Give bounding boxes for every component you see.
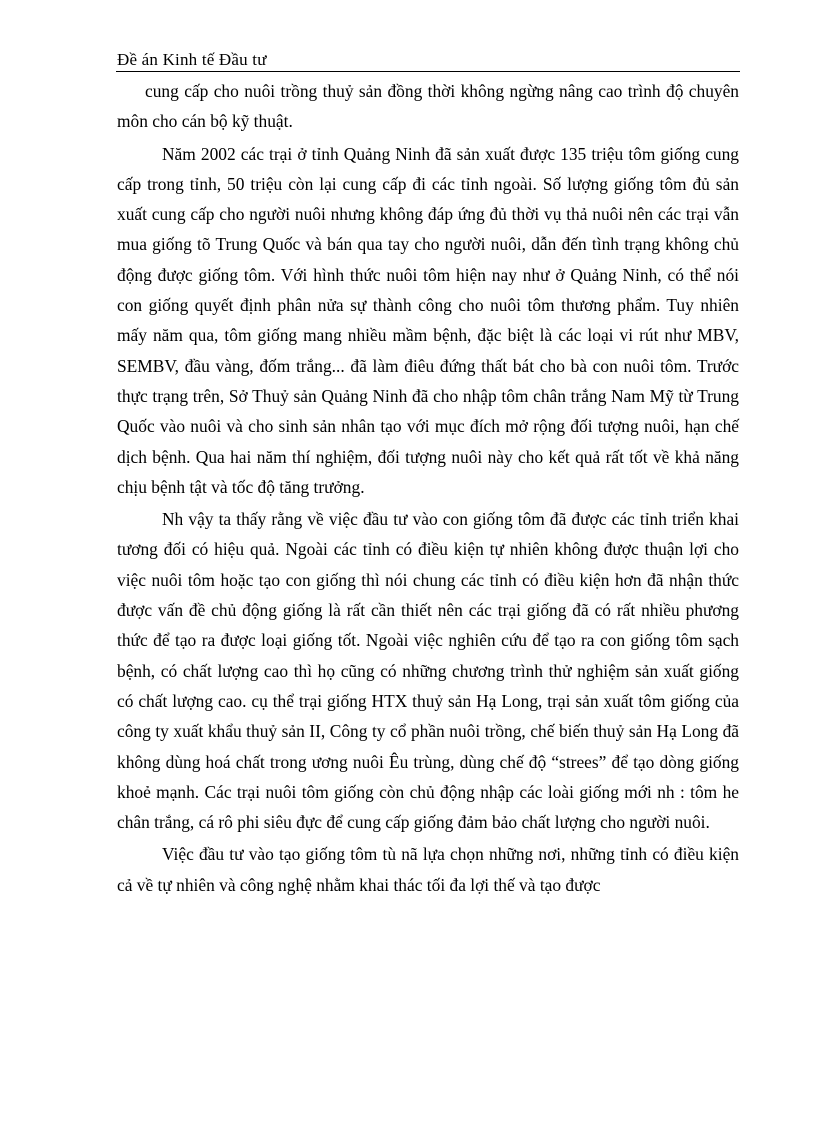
header-divider bbox=[116, 71, 740, 72]
paragraph: Nh vậy ta thấy rằng về việc đầu tư vào con giống tôm đã được các tỉnh triển khai tương đối có hiệu quả. Ngoài các tỉnh có điều kiện tự nhiên không được thuận lợi cho việc nuôi tôm hoặc tạo con giống thì nói chung các tỉnh có điều kiện hơn đã nhận thức được vấn đề chủ động giống là rất cần thiết nên các trại giống đã có rất nhiều phương thức để tạo ra được loại giống tốt. Ngoài việc nghiên cứu để tạo ra con giống tôm sạch bệnh, có chất lượng cao thì họ cũng có những chương trình thử nghiệm sản xuất giống có chất lượng cao. cụ thể trại giống HTX thuỷ sản Hạ Long, trại sản xuất tôm giống của công ty xuất khẩu thuỷ sản II, Công ty cổ phần nuôi trồng, chế biến thuỷ sản Hạ Long đã không dùng hoá chất trong ương nuôi Êu trùng, dùng chế độ “strees” để tạo dòng giống khoẻ mạnh. Các trại nuôi tôm giống còn chủ động nhập các loài giống mới nh : tôm he chân trắng, cá rô phi siêu đực để cung cấp giống đảm bảo chất lượng cho người nuôi. bbox=[117, 509, 739, 833]
paragraph: cung cấp cho nuôi trồng thuỷ sản đồng thời không ngừng nâng cao trình độ chuyên môn cho cán bộ kỹ thuật. bbox=[117, 81, 739, 132]
paragraph: Việc đầu tư vào tạo giống tôm tù nã lựa chọn những nơi, những tỉnh có điều kiện cả về tự nhiên và công nghệ nhằm khai thác tối đa lợi thế và tạo được bbox=[117, 844, 739, 895]
page-header-title: Đề án Kinh tế Đầu tư bbox=[117, 50, 267, 69]
body-text bbox=[117, 76, 739, 900]
paragraph: Năm 2002 các trại ở tỉnh Quảng Ninh đã sản xuất được 135 triệu tôm giống cung cấp trong tỉnh, 50 triệu còn lại cung cấp đi các tỉnh ngoài. Số lượng giống tôm đủ sản xuất cung cấp cho người nuôi nhưng không đáp ứng đủ thời vụ thả nuôi nên các trại vẫn mua giống tõ Trung Quốc và bán qua tay cho người nuôi, dẫn đến tình trạng không chủ động được giống tôm. Với hình thức nuôi tôm hiện nay như ở Quảng Ninh, có thể nói con giống quyết định phân nửa sự thành công cho nuôi tôm thương phẩm. Tuy nhiên mấy năm qua, tôm giống mang nhiều mầm bệnh, đặc biệt là các loại vi rút như MBV, SEMBV, đầu vàng, đốm trắng... đã làm điêu đứng thất bát cho bà con nuôi tôm. Trước thực trạng trên, Sở Thuỷ sản Quảng Ninh đã cho nhập tôm chân trắng Nam Mỹ từ Trung Quốc vào nuôi và cho sinh sản nhân tạo với mục đích mở rộng đối tượng nuôi, hạn chế dịch bệnh. Qua hai năm thí nghiệm, đối tượng nuôi này cho kết quả rất tốt về khả năng chịu bệnh tật và tốc độ tăng trưởng. bbox=[117, 143, 739, 497]
